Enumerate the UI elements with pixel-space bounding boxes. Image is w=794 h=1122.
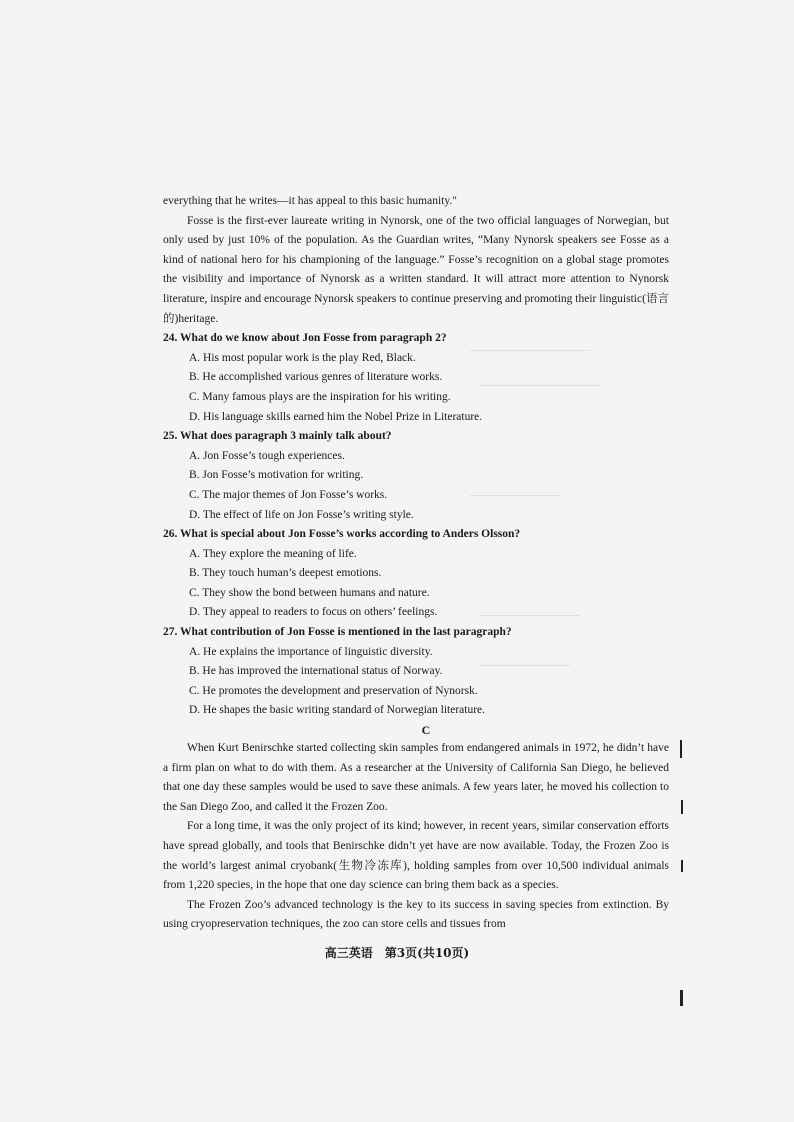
question-26 — [163, 525, 669, 623]
option-d: D. The effect of life on Jon Fosse’s writing style. — [189, 508, 414, 521]
question-stem: 24. What do we know about Jon Fosse from paragraph 2? — [163, 332, 447, 345]
option-list — [163, 349, 669, 427]
option-b: B. Jon Fosse’s motivation for writing. — [189, 469, 364, 482]
option-list — [163, 447, 669, 525]
option-c: C. Many famous plays are the inspiration for his writing. — [189, 390, 451, 403]
passage-c-paragraph-2: For a long time, it was the only project of its kind; however, in recent years, similar conservation efforts have spread globally, and tools that Benirschke didn’t yet have are now available. Today, the Frozen Zoo is the world’s largest animal cryobank(生物冷冻库), holding samples from over 10,500 individual animals from 1,220 species, in the hope that one day science can bring them back as a species. — [163, 820, 669, 892]
option-d: D. They appeal to readers to focus on others’ feelings. — [189, 606, 438, 619]
option-b: B. They touch human’s deepest emotions. — [189, 567, 382, 580]
option-list — [163, 545, 669, 623]
question-stem: 26. What is special about Jon Fosse’s works according to Anders Olsson? — [163, 528, 521, 541]
option-a: A. He explains the importance of linguistic diversity. — [189, 645, 433, 658]
bleed-through-texture: ――――――――― — [470, 490, 560, 501]
section-heading-c: C — [421, 723, 431, 738]
option-c: C. He promotes the development and preservation of Nynorsk. — [189, 684, 478, 697]
page-footer: 高三英语 第3页(共10页) — [324, 946, 470, 960]
passage-c-paragraph-1: When Kurt Benirschke started collecting skin samples from endangered animals in 1972, he didn’t have a firm plan on what to do with them. As a researcher at the University of California San Diego, he believed that one day these samples would be used to save these animals. A few years later, he moved his collection to the San Diego Zoo, and called it the Frozen Zoo. — [163, 742, 669, 813]
scan-edge-artifact — [681, 860, 683, 872]
bleed-through-texture: ――――――――― — [480, 660, 570, 671]
question-27 — [163, 623, 669, 721]
bleed-through-texture: ―――――――――――― — [470, 345, 590, 356]
continued-paragraph: everything that he writes—it has appeal to this basic humanity." — [163, 195, 457, 207]
question-stem: 27. What contribution of Jon Fosse is mentioned in the last paragraph? — [163, 626, 512, 639]
option-c: C. They show the bond between humans and nature. — [189, 586, 430, 599]
option-d: D. He shapes the basic writing standard of Norwegian literature. — [189, 704, 486, 717]
scan-edge-artifact — [680, 740, 682, 758]
option-b: B. He accomplished various genres of literature works. — [189, 371, 443, 384]
question-24 — [163, 329, 669, 427]
question-stem: 25. What does paragraph 3 mainly talk about? — [163, 430, 392, 443]
option-b: B. He has improved the international status of Norway. — [189, 665, 443, 678]
bleed-through-texture: ―――――――――――― — [480, 380, 600, 391]
scan-edge-artifact — [681, 800, 683, 814]
question-25 — [163, 427, 669, 525]
passage-c-paragraph-3: The Frozen Zoo’s advanced technology is the key to its success in saving species from extinction. By using cryopreservation techniques, the zoo can store cells and tissues from — [163, 898, 669, 931]
bleed-through-texture: ―――――――――― — [480, 610, 580, 621]
option-list — [163, 643, 669, 721]
option-a: A. Jon Fosse’s tough experiences. — [189, 449, 345, 462]
option-a: A. His most popular work is the play Red, Black. — [189, 351, 416, 364]
page-content — [163, 192, 669, 935]
option-c: C. The major themes of Jon Fosse’s works. — [189, 488, 388, 501]
scan-edge-artifact — [680, 990, 683, 1006]
paragraph-nynorsk: Fosse is the first-ever laureate writing in Nynorsk, one of the two official languages of Norwegian, but only used by just 10% of the population. As the Guardian writes, “Many Nynorsk speakers see Fosse as a kind of national hero for his championing of the language.” Fosse’s recognition on a global stage promotes the visibility and importance of Nynorsk as a written standard. It will attract more attention to Nynorsk literature, inspire and encourage Nynorsk speakers to continue preserving and promoting their linguistic(语言的)heritage. — [163, 214, 669, 325]
option-a: A. They explore the meaning of life. — [189, 547, 357, 560]
option-d: D. His language skills earned him the Nobel Prize in Literature. — [189, 410, 483, 423]
